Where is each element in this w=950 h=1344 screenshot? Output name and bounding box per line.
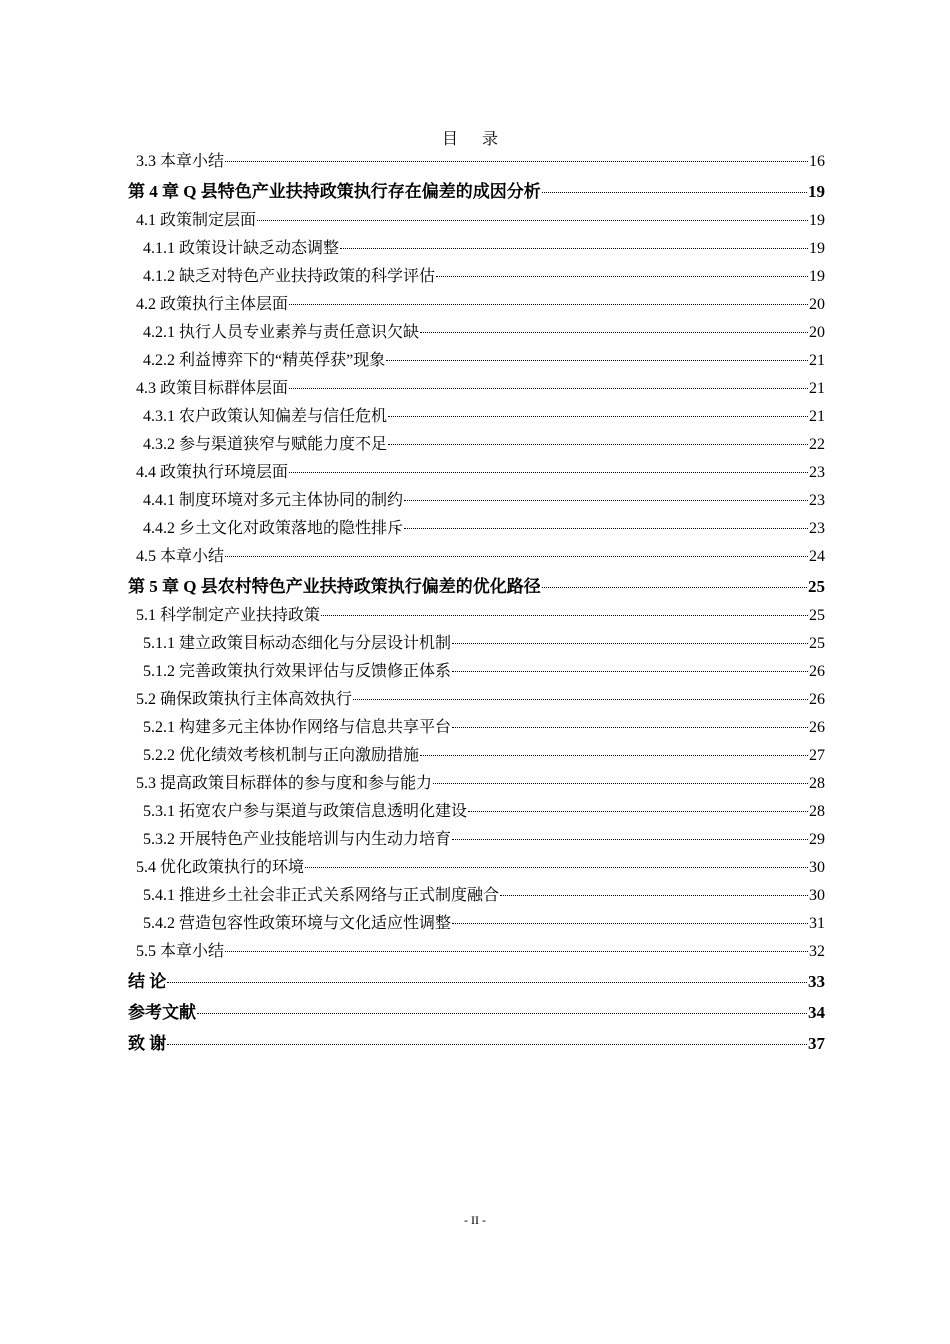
toc-entry-label: 第 4 章 Q 县特色产业扶持政策执行存在偏差的成因分析	[128, 182, 541, 201]
toc-entry-page: 26	[809, 719, 825, 736]
toc-entry[interactable]	[128, 938, 825, 966]
toc-entry-label: 4.3.1 农户政策认知偏差与信任危机	[143, 408, 388, 425]
toc-entry-label: 4.2 政策执行主体层面	[136, 296, 289, 313]
toc-entry-label: 5.1.1 建立政策目标动态细化与分层设计机制	[143, 635, 452, 652]
toc-entry[interactable]	[128, 742, 825, 770]
toc-entry[interactable]	[128, 487, 825, 515]
toc-entry-label: 4.3 政策目标群体层面	[136, 380, 289, 397]
toc-entry[interactable]	[128, 798, 825, 826]
toc-entry-page: 20	[809, 324, 825, 341]
toc-dot-leader	[305, 867, 808, 868]
toc-entry[interactable]	[128, 602, 825, 630]
toc-dot-leader	[386, 360, 808, 361]
toc-entry-page: 33	[808, 972, 825, 991]
toc-dot-leader	[321, 615, 808, 616]
toc-dot-leader	[167, 982, 807, 983]
toc-entry-label: 5.5 本章小结	[136, 943, 225, 960]
toc-dot-leader	[542, 192, 807, 193]
toc-entry-page: 23	[809, 492, 825, 509]
toc-entry-label: 4.1.2 缺乏对特色产业扶持政策的科学评估	[143, 268, 436, 285]
page-footer: - II -	[464, 1213, 486, 1227]
toc-dot-leader	[225, 951, 808, 952]
toc-entry-page: 29	[809, 831, 825, 848]
toc-dot-leader	[225, 161, 808, 162]
toc-entry[interactable]	[128, 770, 825, 798]
toc-entry-label: 参考文献	[128, 1003, 196, 1022]
toc-entry-label: 第 5 章 Q 县农村特色产业扶持政策执行偏差的优化路径	[128, 577, 541, 596]
toc-entry-label: 5.2 确保政策执行主体高效执行	[136, 691, 353, 708]
toc-entry-label: 5.4.1 推进乡土社会非正式关系网络与正式制度融合	[143, 887, 500, 904]
toc-entry[interactable]	[128, 966, 825, 997]
toc-entry-page: 20	[809, 296, 825, 313]
toc-entry-page: 21	[809, 352, 825, 369]
toc-title: 目 录	[441, 131, 508, 148]
toc-entry[interactable]	[128, 686, 825, 714]
toc-entry-label: 4.4.1 制度环境对多元主体协同的制约	[143, 492, 404, 509]
toc-entry[interactable]	[128, 854, 825, 882]
toc-entry-label: 5.3.2 开展特色产业技能培训与内生动力培育	[143, 831, 452, 848]
toc-dot-leader	[433, 783, 808, 784]
toc-dot-leader	[388, 444, 808, 445]
toc-entry[interactable]	[128, 375, 825, 403]
toc-entry-label: 4.4 政策执行环境层面	[136, 464, 289, 481]
toc-entry-page: 25	[808, 577, 825, 596]
toc-entry[interactable]	[128, 630, 825, 658]
toc-entry-page: 19	[809, 240, 825, 257]
toc-entry[interactable]	[128, 459, 825, 487]
toc-entry-page: 19	[809, 212, 825, 229]
toc-entry-page: 22	[809, 436, 825, 453]
toc-entry-label: 4.1.1 政策设计缺乏动态调整	[143, 240, 340, 257]
toc-entry-page: 28	[809, 803, 825, 820]
toc-dot-leader	[452, 923, 808, 924]
toc-entry-label: 4.4.2 乡土文化对政策落地的隐性排斥	[143, 520, 404, 537]
toc-entry-page: 31	[809, 915, 825, 932]
toc-entry-page: 28	[809, 775, 825, 792]
toc-dot-leader	[468, 811, 808, 812]
toc-entry[interactable]	[128, 176, 825, 207]
toc-dot-leader	[452, 643, 808, 644]
toc-entry[interactable]	[128, 235, 825, 263]
toc-entry-label: 5.2.1 构建多元主体协作网络与信息共享平台	[143, 719, 452, 736]
toc-entry-page: 23	[809, 520, 825, 537]
toc-dot-leader	[436, 276, 808, 277]
toc-entry[interactable]	[128, 997, 825, 1028]
toc-entry[interactable]	[128, 347, 825, 375]
toc-entry-page: 21	[809, 380, 825, 397]
toc-dot-leader	[404, 528, 808, 529]
toc-dot-leader	[225, 556, 808, 557]
toc-dot-leader	[452, 839, 808, 840]
toc-entry[interactable]	[128, 658, 825, 686]
toc-dot-leader	[452, 671, 808, 672]
toc-entry[interactable]	[128, 263, 825, 291]
toc-entry-label: 致 谢	[128, 1034, 167, 1053]
toc-dot-leader	[452, 727, 808, 728]
toc-entry-label: 5.4.2 营造包容性政策环境与文化适应性调整	[143, 915, 452, 932]
toc-dot-leader	[340, 248, 808, 249]
toc-entry-page: 24	[809, 548, 825, 565]
toc-dot-leader	[404, 500, 808, 501]
toc-entry-page: 30	[809, 859, 825, 876]
toc-entry-page: 37	[808, 1034, 825, 1053]
toc-entry-page: 32	[809, 943, 825, 960]
toc-dot-leader	[388, 416, 808, 417]
toc-dot-leader	[289, 304, 808, 305]
toc-entry-label: 4.2.2 利益博弈下的“精英俘获”现象	[143, 352, 386, 369]
toc-entry[interactable]	[128, 1028, 825, 1059]
toc-entry-page: 25	[809, 635, 825, 652]
toc-entry[interactable]	[128, 910, 825, 938]
toc-entry-label: 3.3 本章小结	[136, 153, 225, 170]
toc-entry-page: 23	[809, 464, 825, 481]
toc-dot-leader	[420, 332, 808, 333]
toc-entry[interactable]	[128, 319, 825, 347]
toc-entry[interactable]	[128, 515, 825, 543]
toc-entry[interactable]	[128, 882, 825, 910]
toc-entry[interactable]	[128, 431, 825, 459]
toc-entry[interactable]	[128, 714, 825, 742]
toc-entry-page: 19	[808, 182, 825, 201]
toc-entry-label: 5.4 优化政策执行的环境	[136, 859, 305, 876]
toc-entry-label: 5.3 提高政策目标群体的参与度和参与能力	[136, 775, 433, 792]
toc-entry-label: 4.2.1 执行人员专业素养与责任意识欠缺	[143, 324, 420, 341]
toc-dot-leader	[353, 699, 808, 700]
toc-entry-page: 16	[809, 153, 825, 170]
toc-entry-page: 21	[809, 408, 825, 425]
toc-list	[128, 148, 825, 1059]
toc-dot-leader	[500, 895, 808, 896]
toc-entry-page: 26	[809, 663, 825, 680]
toc-entry-label: 5.2.2 优化绩效考核机制与正向激励措施	[143, 747, 420, 764]
toc-entry-label: 4.1 政策制定层面	[136, 212, 257, 229]
toc-entry-label: 4.5 本章小结	[136, 548, 225, 565]
toc-entry[interactable]	[128, 291, 825, 319]
toc-dot-leader	[420, 755, 808, 756]
toc-entry-label: 5.3.1 拓宽农户参与渠道与政策信息透明化建设	[143, 803, 468, 820]
toc-dot-leader	[197, 1013, 807, 1014]
toc-entry-label: 5.1.2 完善政策执行效果评估与反馈修正体系	[143, 663, 452, 680]
toc-entry[interactable]	[128, 403, 825, 431]
toc-dot-leader	[257, 220, 808, 221]
toc-entry-page: 25	[809, 607, 825, 624]
toc-entry[interactable]	[128, 207, 825, 235]
toc-entry[interactable]	[128, 826, 825, 854]
toc-entry-page: 27	[809, 747, 825, 764]
toc-entry-label: 4.3.2 参与渠道狭窄与赋能力度不足	[143, 436, 388, 453]
toc-entry-page: 19	[809, 268, 825, 285]
toc-dot-leader	[289, 388, 808, 389]
toc-entry[interactable]	[128, 571, 825, 602]
toc-dot-leader	[289, 472, 808, 473]
toc-entry-label: 5.1 科学制定产业扶持政策	[136, 607, 321, 624]
toc-entry-page: 34	[808, 1003, 825, 1022]
toc-entry[interactable]	[128, 148, 825, 176]
toc-dot-leader	[542, 587, 807, 588]
toc-dot-leader	[167, 1044, 807, 1045]
toc-entry[interactable]	[128, 543, 825, 571]
toc-entry-page: 26	[809, 691, 825, 708]
toc-entry-label: 结 论	[128, 972, 167, 991]
toc-entry-page: 30	[809, 887, 825, 904]
